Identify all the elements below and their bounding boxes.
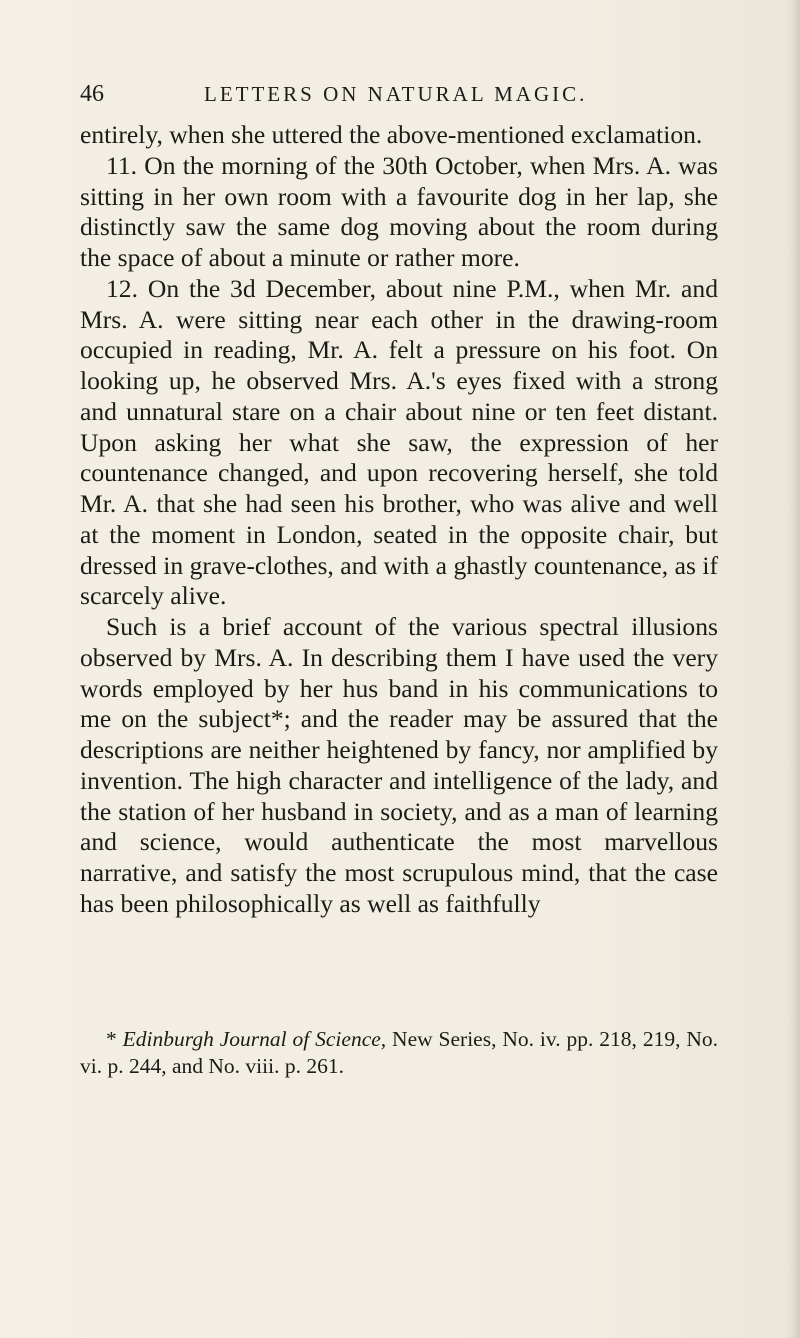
paragraph-11: 11. On the morning of the 30th October, when Mrs. A. was sitting in her own room with a favourite dog in her lap, she distinctly saw the same dog moving about the room during the space of about a minute or rather more.: [80, 150, 718, 272]
page-edge-shadow: [786, 0, 800, 1338]
running-title: LETTERS ON NATURAL MAGIC.: [204, 82, 588, 106]
paragraph-continuation: entirely, when she uttered the above-mentioned exclamation.: [80, 120, 703, 149]
paragraph-summary: Such is a brief account of the various spectral illusions observed by Mrs. A. In describing them I have used the very words employed by her hus band in his communications to me on the subject*; and the reader may be assured that the descriptions are neither heightened by fancy, nor amplified by invention. The high character and intelligence of the lady, and the station of her husband in society, and as a man of learning and science, would authenticate the most marvellous narrative, and satisfy the most scrupulous mind, that the case has been philosophically as well as faithfully: [80, 612, 718, 918]
page-number: 46: [80, 81, 104, 107]
paragraph-12: 12. On the 3d December, about nine P.M., when Mr. and Mrs. A. were sitting near each other in the drawing-room occupied in reading, Mr. A. felt a pressure on his foot. On looking up, he observed Mrs. A.'s eyes fixed with a strong and unnatural stare on a chair about nine or ten feet distant. Upon asking her what she saw, the expression of her countenance changed, and upon recovering herself, she told Mr. A. that she had seen his brother, who was alive and well at the moment in London, seated in the opposite chair, but dressed in grave-clothes, and with a ghastly countenance, as if scarcely alive.: [80, 273, 718, 611]
running-header: [80, 74, 720, 114]
footnote-text: [80, 1026, 718, 1080]
footnote-marker: *: [106, 1027, 123, 1051]
body-text: [80, 120, 718, 920]
footnote-journal-title: Edinburgh Journal of Science,: [122, 1027, 387, 1051]
footnote: [80, 1026, 718, 1080]
footnote-citation: New Series, No. iv. pp. 218, 219, No. vi. p. 244, and No. viii. p. 261.: [80, 1027, 718, 1078]
